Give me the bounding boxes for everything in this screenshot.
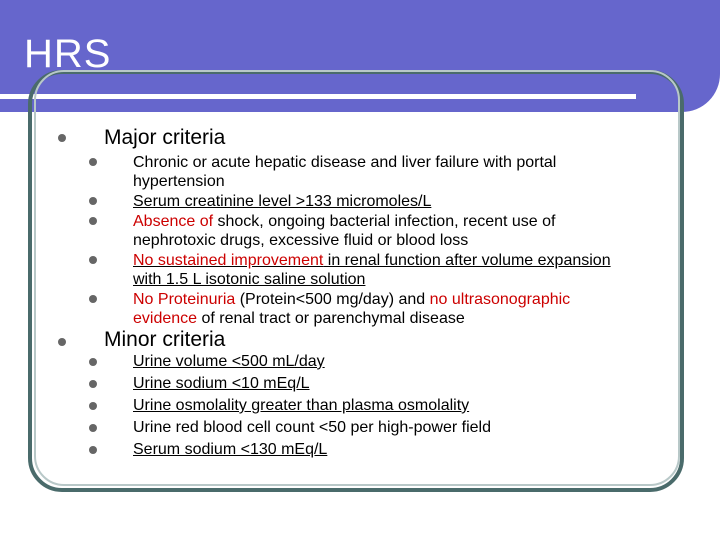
major-item-bullet xyxy=(89,197,97,205)
major-item-3-text: shock, ongoing bacterial infection, recent use of nephrotoxic drugs, excessive fluid or blood loss xyxy=(133,213,556,249)
major-item-5-text-2: of renal tract or parenchymal disease xyxy=(197,310,465,327)
major-item-1: Chronic or acute hepatic disease and liver failure with portal hypertension xyxy=(133,154,557,190)
major-item-5-text-1: (Protein<500 mg/day) and xyxy=(235,291,430,308)
major-bullet xyxy=(58,134,66,142)
minor-item-5: Serum sodium <130 mEq/L xyxy=(133,441,328,458)
minor-item-bullet xyxy=(89,424,97,432)
major-item-bullet xyxy=(89,217,97,225)
major-item-5-highlight-2: no ultrasonographic evidence xyxy=(133,291,571,327)
major-item-bullet xyxy=(89,295,97,303)
minor-item-2: Urine sodium <10 mEq/L xyxy=(133,375,310,392)
major-item-bullet xyxy=(89,158,97,166)
major-item-bullet xyxy=(89,256,97,264)
major-item-3 xyxy=(133,212,633,250)
major-item-3-highlight: Absence of xyxy=(133,213,214,230)
minor-criteria-heading: Minor criteria xyxy=(104,328,226,351)
minor-item-bullet xyxy=(89,358,97,366)
major-item-2: Serum creatinine level >133 micromoles/L xyxy=(133,193,432,210)
major-item-4-text: in renal function after volume expansion with 1.5 L isotonic saline solution xyxy=(133,252,611,288)
major-item-4-highlight: No sustained improvement xyxy=(133,252,324,269)
minor-item-3: Urine osmolality greater than plasma osmolality xyxy=(133,397,470,414)
major-item-4 xyxy=(133,251,633,289)
minor-bullet xyxy=(58,338,66,346)
minor-item-bullet xyxy=(89,380,97,388)
slide-title: HRS xyxy=(24,32,112,76)
minor-item-4: Urine red blood cell count <50 per high-power field xyxy=(133,419,491,436)
major-item-5-highlight-1: No Proteinuria xyxy=(133,291,236,308)
major-criteria-heading: Major criteria xyxy=(104,126,226,149)
minor-item-bullet xyxy=(89,402,97,410)
major-item-5 xyxy=(133,290,633,328)
minor-item-bullet xyxy=(89,446,97,454)
minor-item-1: Urine volume <500 mL/day xyxy=(133,353,325,370)
